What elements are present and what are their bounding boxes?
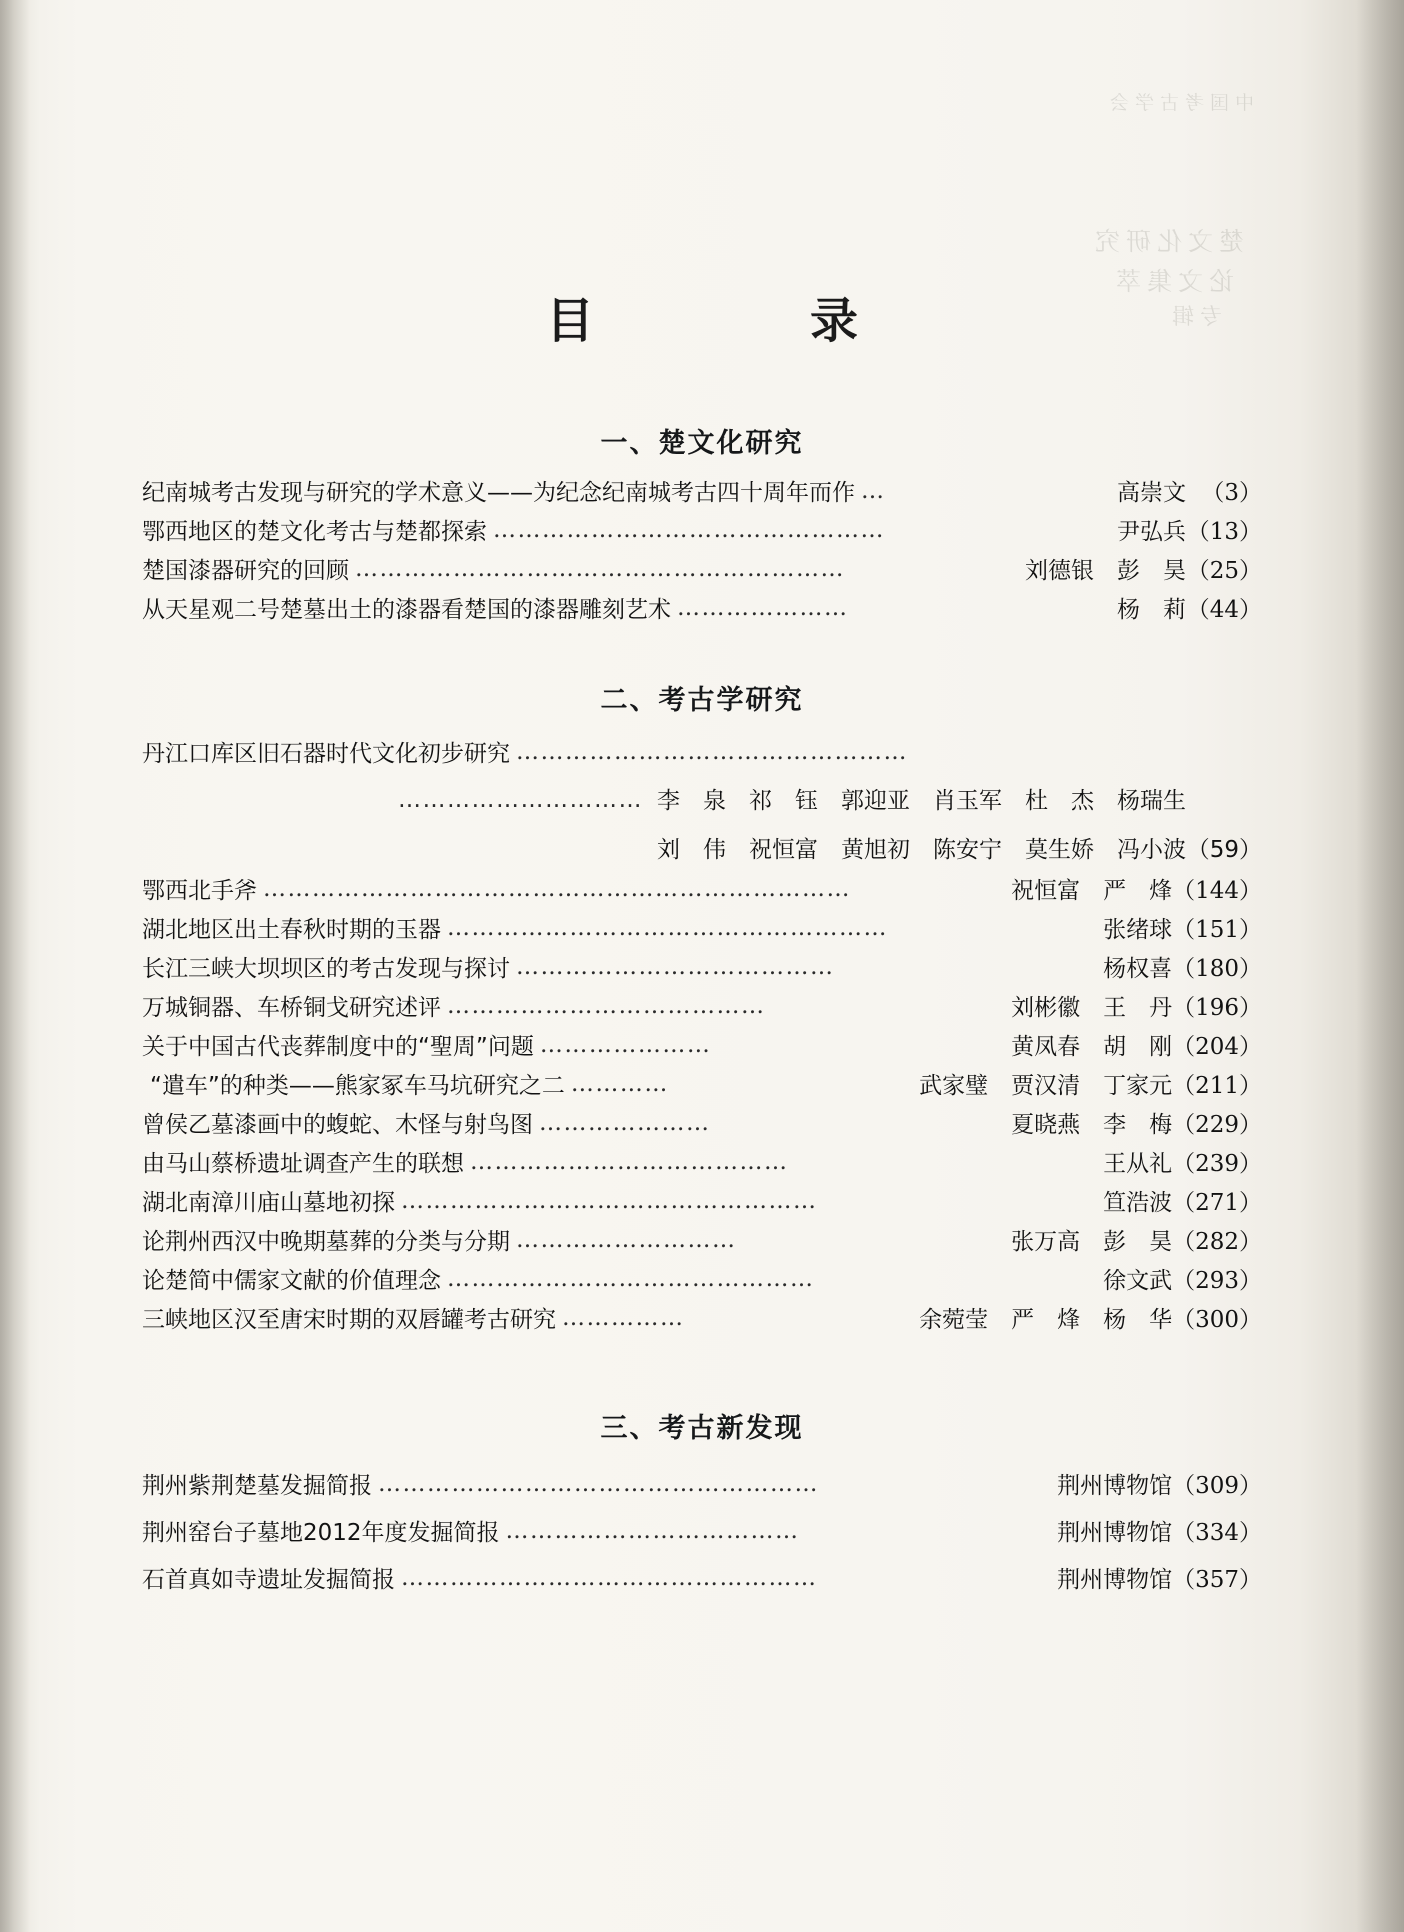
toc-entry[interactable] bbox=[142, 880, 1262, 903]
toc-leader-dots: ………… bbox=[570, 1073, 669, 1096]
toc-entry-page: （211） bbox=[1172, 1073, 1262, 1099]
toc-leader-dots: ………………… bbox=[539, 1112, 711, 1135]
toc-entry-page: （44） bbox=[1186, 597, 1262, 623]
toc-leader-dots: …………………………………………………… bbox=[355, 558, 845, 581]
toc-entry-page: （13） bbox=[1186, 519, 1262, 545]
toc-entry-title: 荆州紫荆楚墓发掘简报 bbox=[142, 1473, 372, 1499]
toc-entry-authors: 徐文武 bbox=[1103, 1268, 1173, 1294]
toc-entry-authors: 李 泉 祁 钰 郭迎亚 肖玉军 杜 杰 杨瑞生 bbox=[657, 788, 1186, 814]
toc-entry[interactable] bbox=[142, 1569, 1262, 1592]
toc-leader-dots: ……………………………………………… bbox=[447, 917, 888, 940]
toc-entry[interactable] bbox=[142, 482, 1262, 505]
toc-entry[interactable] bbox=[142, 743, 1262, 766]
toc-list-section-1 bbox=[142, 482, 1262, 622]
toc-entry-page: （196） bbox=[1172, 995, 1262, 1021]
toc-entry-page: （144） bbox=[1172, 878, 1262, 904]
toc-leader-dots: ……………………………… bbox=[505, 1520, 800, 1543]
toc-entry[interactable] bbox=[142, 1270, 1262, 1293]
toc-entry-title: 鄂西地区的楚文化考古与楚都探索 bbox=[142, 519, 487, 545]
toc-leader-dots: …………………………………………… bbox=[401, 1567, 818, 1590]
toc-entry[interactable] bbox=[142, 1231, 1262, 1254]
toc-leader-dots: ………………………………………… bbox=[516, 741, 908, 764]
toc-entry[interactable] bbox=[142, 1309, 1262, 1332]
section-heading-1: 一、楚文化研究 bbox=[600, 428, 804, 459]
toc-leader-dots: …………………………………………… bbox=[401, 1190, 818, 1213]
toc-entry-title: 石首真如寺遗址发掘简报 bbox=[142, 1567, 395, 1593]
toc-entry-title: 万城铜器、车桥铜戈研究述评 bbox=[142, 995, 441, 1021]
toc-entry[interactable] bbox=[142, 1114, 1262, 1137]
toc-entry-authors: 杨 莉 bbox=[1117, 597, 1186, 623]
section-heading-2: 二、考古学研究 bbox=[600, 685, 804, 716]
toc-entry-authors: 余菀莹 严 烽 杨 华 bbox=[919, 1307, 1173, 1333]
bleedthrough-ghost-text-4: 专辑 bbox=[1165, 305, 1222, 330]
toc-entry-page: （282） bbox=[1172, 1229, 1262, 1255]
toc-entry-title: 长江三峡大坝坝区的考古发现与探讨 bbox=[142, 956, 510, 982]
toc-entry-page: （59） bbox=[1186, 837, 1262, 863]
toc-entry-continuation bbox=[142, 831, 1262, 864]
toc-entry[interactable] bbox=[142, 560, 1262, 583]
bleedthrough-ghost-text-3: 论文集萃 bbox=[1109, 267, 1234, 296]
toc-entry-authors: 张绪球 bbox=[1103, 917, 1173, 943]
toc-leader-dots: ………………… bbox=[677, 597, 849, 620]
toc-list-section-3 bbox=[142, 1475, 1262, 1592]
toc-entry[interactable] bbox=[142, 1075, 1262, 1098]
toc-leader-dots: …………… bbox=[562, 1307, 685, 1330]
toc-entry-page: （334） bbox=[1172, 1520, 1262, 1546]
toc-entry[interactable] bbox=[142, 1036, 1262, 1059]
toc-entry-authors: 黄凤春 胡 刚 bbox=[1011, 1034, 1173, 1060]
toc-entry-authors: 荆州博物馆 bbox=[1057, 1473, 1173, 1499]
toc-entry-title: 湖北地区出土春秋时期的玉器 bbox=[142, 917, 441, 943]
toc-leader-dots: ………………………………… bbox=[447, 995, 766, 1018]
toc-entry-title: 曾侯乙墓漆画中的蝮蛇、木怪与射鸟图 bbox=[142, 1112, 533, 1138]
toc-entry[interactable] bbox=[142, 599, 1262, 622]
toc-entry-page: （151） bbox=[1172, 917, 1262, 943]
toc-entry-title: 鄂西北手斧 bbox=[142, 878, 257, 904]
toc-entry-authors: 王从礼 bbox=[1103, 1151, 1173, 1177]
toc-entry-authors: 荆州博物馆 bbox=[1057, 1520, 1173, 1546]
toc-entry-authors: 尹弘兵 bbox=[1117, 519, 1186, 545]
toc-entry-page: （300） bbox=[1172, 1307, 1262, 1333]
toc-entry-title: 三峡地区汉至唐宋时期的双唇罐考古研究 bbox=[142, 1307, 556, 1333]
toc-entry-page: （204） bbox=[1172, 1034, 1262, 1060]
toc-entry-title: 纪南城考古发现与研究的学术意义——为纪念纪南城考古四十周年而作 bbox=[142, 480, 855, 506]
toc-entry-title: 从天星观二号楚墓出土的漆器看楚国的漆器雕刻艺术 bbox=[142, 597, 671, 623]
toc-entry-page: （357） bbox=[1172, 1567, 1262, 1593]
toc-leader-dots: ……………………………………………………………… bbox=[263, 878, 851, 901]
toc-entry[interactable] bbox=[142, 997, 1262, 1020]
toc-entry-authors: 荆州博物馆 bbox=[1057, 1567, 1173, 1593]
toc-entry-authors: 刘 伟 祝恒富 黄旭初 陈安宁 莫生娇 冯小波 bbox=[657, 837, 1186, 863]
toc-entry-page: （25） bbox=[1186, 558, 1262, 584]
toc-entry-authors: 夏晓燕 李 梅 bbox=[1011, 1112, 1173, 1138]
toc-leader-dots: ………………………………………… bbox=[493, 519, 885, 542]
bleedthrough-ghost-text-1: 中国考古学会 bbox=[1103, 92, 1254, 114]
toc-entry-title: 荆州窑台子墓地2012年度发掘简报 bbox=[142, 1520, 500, 1546]
toc-entry-title: 论荆州西汉中晚期墓葬的分类与分期 bbox=[142, 1229, 510, 1255]
toc-entry-authors: 杨权喜 bbox=[1103, 956, 1173, 982]
toc-entry[interactable] bbox=[142, 1475, 1262, 1498]
toc-entry-title: 由马山蔡桥遗址调查产生的联想 bbox=[142, 1151, 464, 1177]
toc-leader-dots: ………………………………… bbox=[470, 1151, 789, 1174]
toc-leader-dots: ………………… bbox=[539, 1034, 712, 1057]
toc-entry-authors: 笪浩波 bbox=[1103, 1190, 1173, 1216]
toc-entry-authors: 刘彬徽 王 丹 bbox=[1011, 995, 1173, 1021]
toc-entry-page: （271） bbox=[1172, 1190, 1262, 1216]
toc-entry[interactable] bbox=[142, 1522, 1262, 1545]
toc-entry-title: “遣车”的种类——熊家冢车马坑研究之二 bbox=[150, 1073, 565, 1099]
page-title: 目 录 bbox=[545, 293, 898, 349]
toc-entry-title: 论楚简中儒家文献的价值理念 bbox=[142, 1268, 441, 1294]
toc-leader-dots: ……………………… bbox=[516, 1229, 737, 1252]
toc-leader-dots: ……………………………………………… bbox=[378, 1473, 819, 1496]
toc-entry-page: （293） bbox=[1172, 1268, 1262, 1294]
toc-entry-title: 丹江口库区旧石器时代文化初步研究 bbox=[142, 741, 510, 767]
toc-entry[interactable] bbox=[142, 958, 1262, 981]
toc-leader-dots: ……………………………………… bbox=[447, 1268, 815, 1291]
toc-entry-title: 关于中国古代丧葬制度中的“聖周”问题 bbox=[142, 1034, 534, 1060]
toc-entry-authors: 祝恒富 严 烽 bbox=[1011, 878, 1173, 904]
toc-entry-page: （229） bbox=[1172, 1112, 1262, 1138]
toc-leader-dots: … bbox=[861, 480, 886, 503]
toc-entry-page: （309） bbox=[1172, 1473, 1262, 1499]
toc-entry-authors: 武家璧 贾汉清 丁家元 bbox=[919, 1073, 1173, 1099]
bleedthrough-ghost-text-2: 楚文化研究 bbox=[1088, 227, 1244, 256]
toc-leader-dots: ………………………………… bbox=[516, 956, 835, 979]
toc-entry[interactable] bbox=[142, 1192, 1262, 1215]
toc-entry-title: 湖北南漳川庙山墓地初探 bbox=[142, 1190, 395, 1216]
toc-entry-page: （3） bbox=[1201, 480, 1262, 506]
toc-entry[interactable] bbox=[142, 919, 1262, 942]
section-heading-3: 三、考古新发现 bbox=[600, 1413, 804, 1444]
toc-entry-page: （239） bbox=[1172, 1151, 1262, 1177]
toc-list-section-2 bbox=[142, 743, 1262, 1348]
toc-entry-authors: 刘德银 彭 昊 bbox=[1025, 558, 1186, 584]
toc-leader-dots: ………………………… bbox=[398, 787, 643, 813]
toc-entry[interactable] bbox=[142, 1153, 1262, 1176]
toc-entry-authors: 张万高 彭 昊 bbox=[1011, 1229, 1173, 1255]
toc-entry-authors: 高崇文 bbox=[1117, 480, 1186, 506]
toc-entry-title: 楚国漆器研究的回顾 bbox=[142, 558, 349, 584]
toc-entry[interactable] bbox=[142, 521, 1262, 544]
toc-entry-continuation bbox=[142, 782, 1262, 815]
toc-entry-page: （180） bbox=[1172, 956, 1262, 982]
